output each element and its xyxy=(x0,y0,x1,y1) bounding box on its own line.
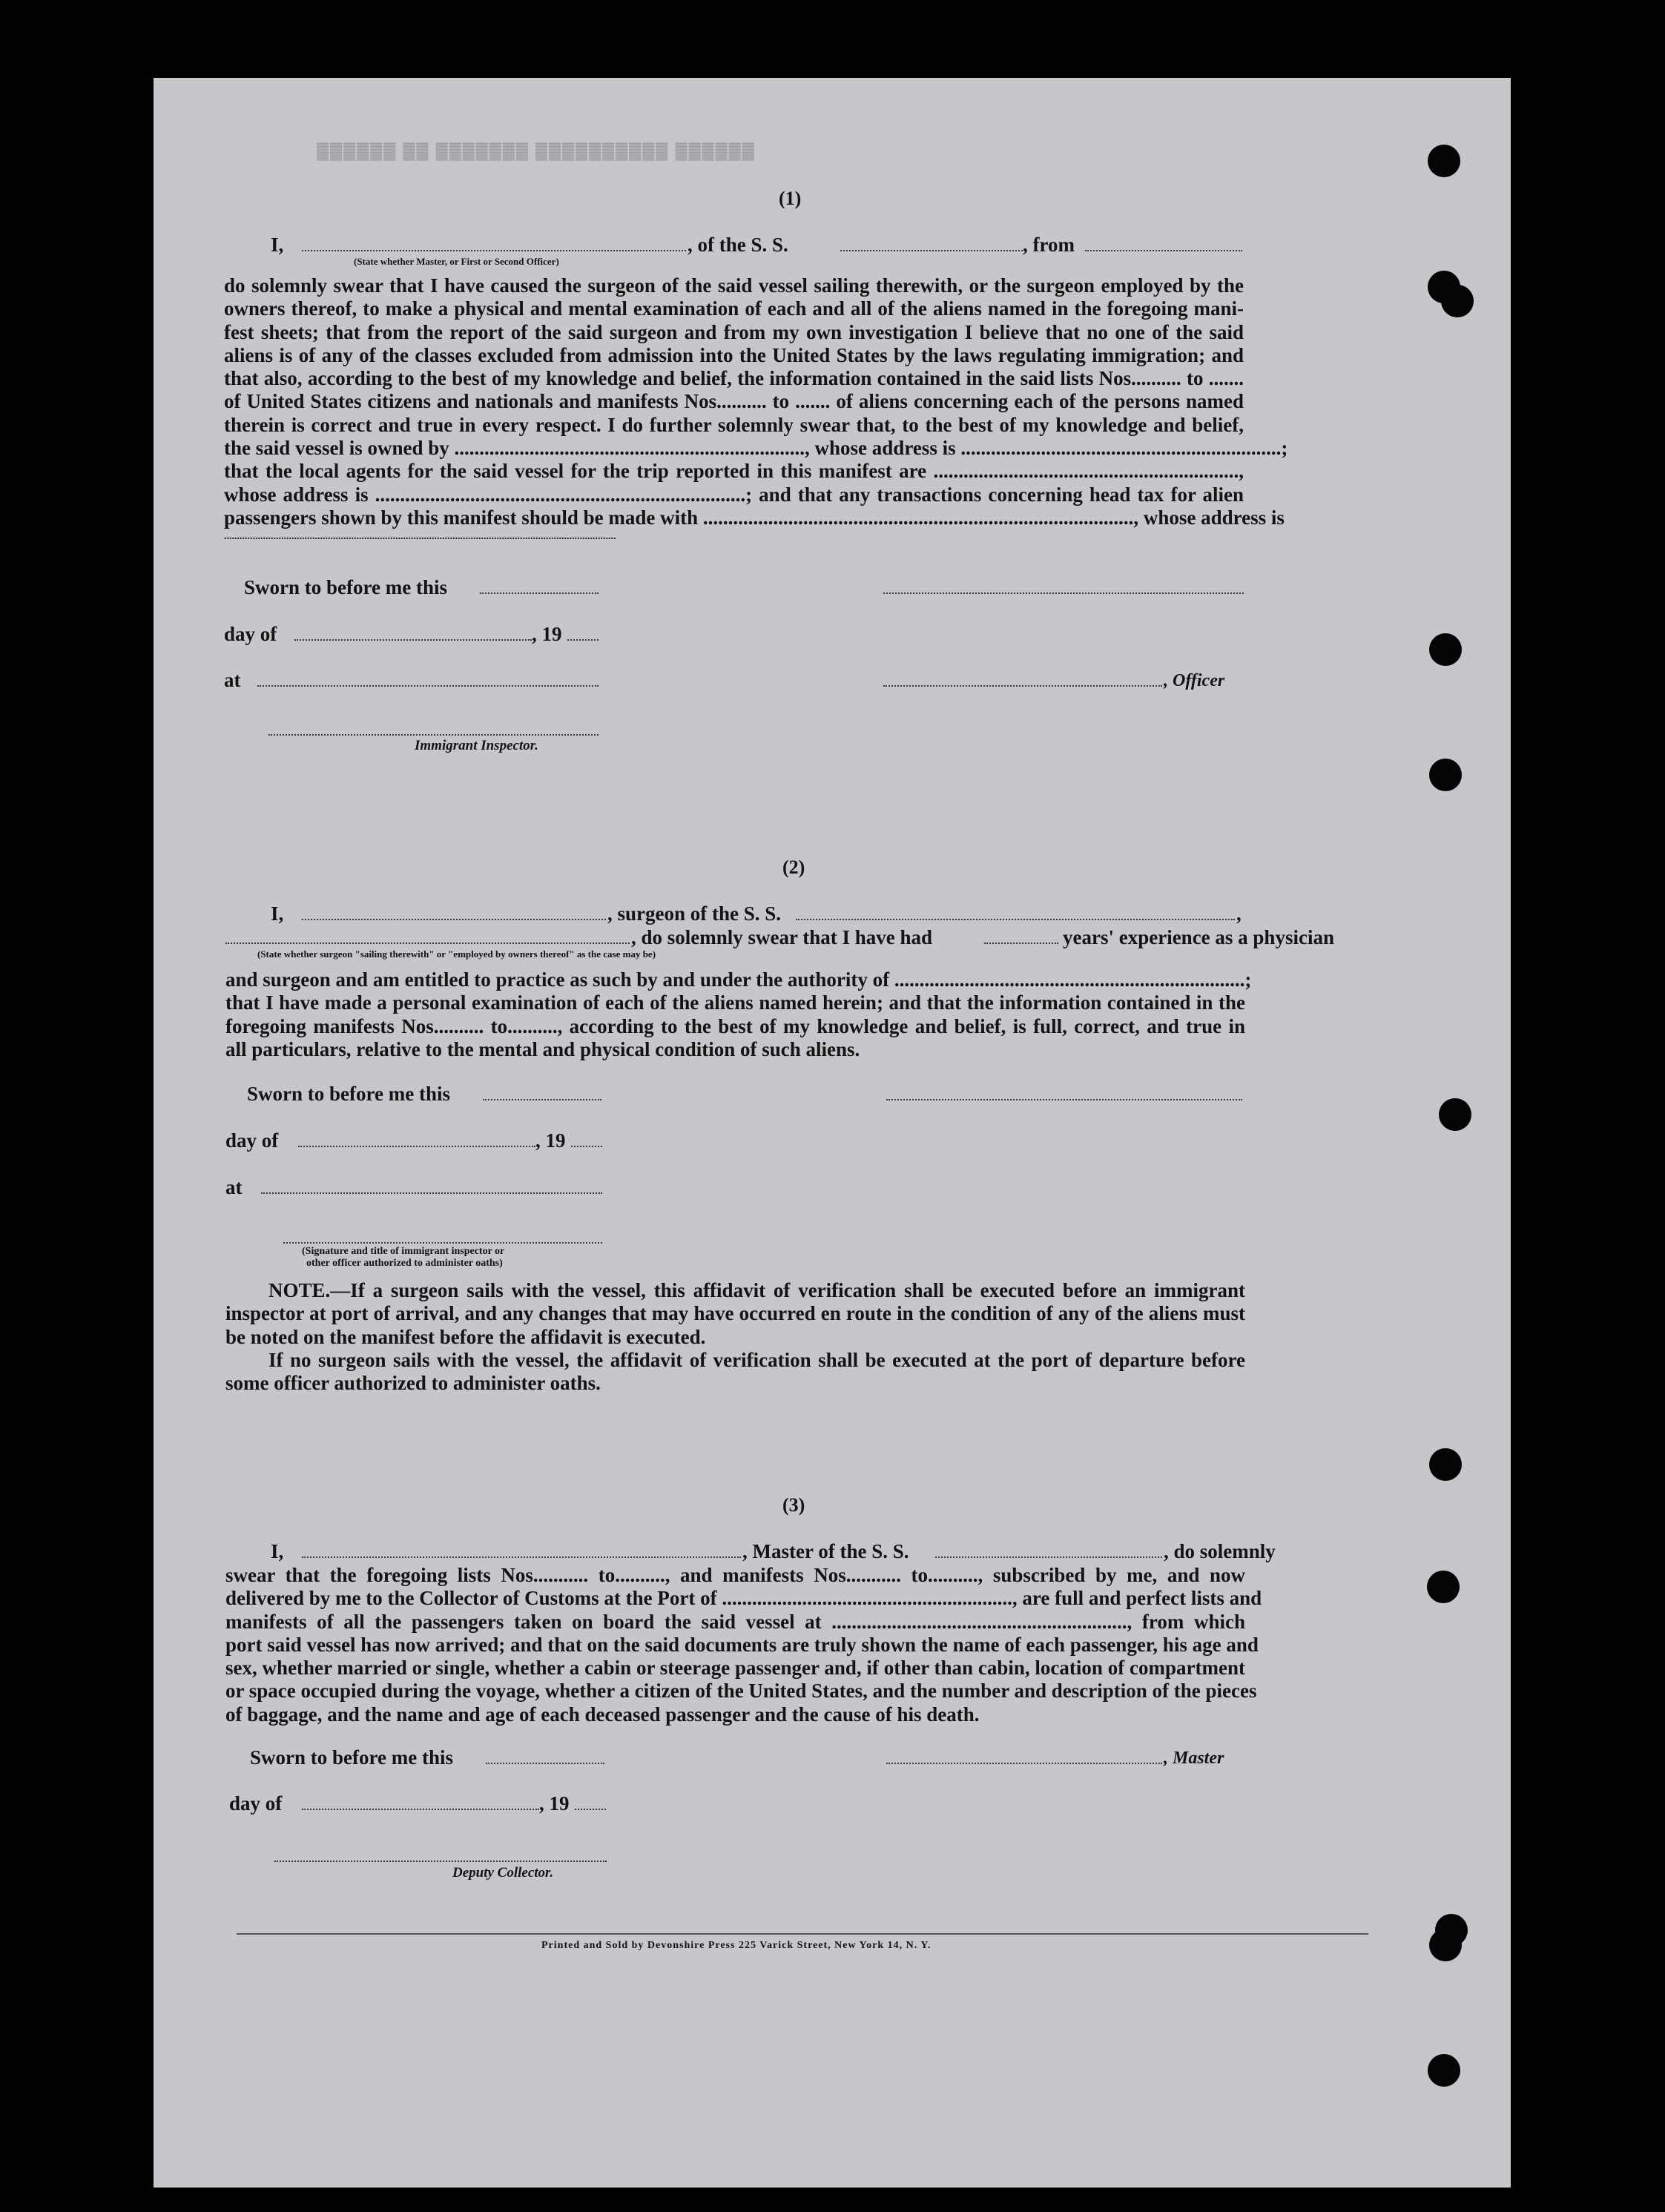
section-1-heading: (1) xyxy=(779,188,802,209)
s2-inspector-line xyxy=(283,1242,602,1244)
s3-master-blank xyxy=(302,1556,741,1558)
binder-hole xyxy=(1429,1448,1462,1481)
s1-day-of-label: day of xyxy=(224,623,277,645)
binder-hole xyxy=(1429,759,1462,791)
s3-master-of-label: , Master of the S. S. xyxy=(742,1540,909,1562)
s2-note2-paragraph: If no surgeon sails with the vessel, the affidavit of verification shall be executed at the port of departure before some officer authorized to administer oaths. xyxy=(225,1349,1245,1395)
binder-hole xyxy=(1429,1929,1462,1961)
binder-hole xyxy=(1427,1571,1460,1603)
binder-hole xyxy=(1428,145,1460,177)
s2-sailing-blank xyxy=(225,942,630,944)
s2-years-blank xyxy=(984,942,1058,944)
binder-hole xyxy=(1439,1098,1471,1131)
s3-day-of-label: day of xyxy=(229,1792,283,1815)
s2-comma: , xyxy=(1236,902,1242,925)
s3-oath-paragraph: swear that the foregoing lists Nos........... to.........., and manifests Nos........... to.........., subscribed by me, and now delivered by me to the Collector of Customs at the Port of .........................................................., are full and perfect lists and manifests of all the passengers taken on board the said vessel at ..........................................................., from which port said vessel has now arrived; and that on the said documents are truly shown the name of each passenger, his age and sex, whether married or single, whether a cabin or steerage passenger and, if other than cabin, location of compartment or space occupied during the voyage, whether a citizen of the United States, and the number and description of the pieces of baggage, and the name and age of each deceased passenger and the cause of his death. xyxy=(225,1564,1262,1726)
s1-year-blank xyxy=(567,639,599,641)
s1-at-label: at xyxy=(224,669,241,691)
s2-swear-label: , do solemnly swear that I have had xyxy=(631,926,933,948)
s1-officer-label: , Officer xyxy=(1164,671,1225,690)
s2-at-label: at xyxy=(225,1176,243,1198)
s1-of-ss-label: , of the S. S. xyxy=(688,234,788,256)
s3-solemnly-label: , do solemnly xyxy=(1164,1540,1276,1562)
s3-i-label: I, xyxy=(271,1540,284,1562)
s2-surgeon-note: (State whether surgeon "sailing therewith" or "employed by owners thereof" as the case may be) xyxy=(257,948,656,960)
section-3-heading: (3) xyxy=(782,1494,805,1516)
document-page xyxy=(154,78,1511,2188)
s3-day-blank xyxy=(302,1809,539,1810)
s2-signature-line xyxy=(886,1099,1242,1100)
s2-ship-blank xyxy=(796,919,1235,920)
s2-day-blank xyxy=(298,1146,535,1147)
printer-imprint: Printed and Sold by Devonshire Press 225 Varick Street, New York 14, N. Y. xyxy=(541,1940,932,1951)
s3-deputy-line xyxy=(274,1861,607,1862)
s2-i-label: I, xyxy=(271,902,284,925)
s1-from-label: , from xyxy=(1023,234,1075,256)
s1-inspector-line xyxy=(268,734,599,736)
s1-day-blank xyxy=(294,639,532,641)
binder-hole xyxy=(1441,285,1474,317)
s3-sworn-blank xyxy=(486,1763,604,1764)
s3-master-label: , Master xyxy=(1164,1749,1224,1768)
s2-surgeon-of-label: , surgeon of the S. S. xyxy=(607,902,782,925)
bleed-through-text: ▓▓▓▓▓▓ ▓▓ ▓▓▓▓▓▓▓ ▓▓▓▓▓▓▓▓▓▓ ▓▓▓▓▓▓ xyxy=(317,141,756,159)
footer-rule xyxy=(237,1933,1368,1935)
s3-year-blank xyxy=(575,1809,606,1810)
s2-sig-note-1: (Signature and title of immigrant inspector or xyxy=(302,1246,505,1257)
s2-surgeon-blank xyxy=(302,919,606,920)
s2-sig-note-2: other officer authorized to administer oaths) xyxy=(306,1258,503,1269)
s2-sworn-label: Sworn to before me this xyxy=(247,1083,450,1105)
s1-officer-note: (State whether Master, or First or Second Officer) xyxy=(354,256,559,267)
s1-officer-sign-line xyxy=(883,685,1162,687)
binder-hole xyxy=(1428,2054,1460,2087)
s3-year-label: , 19 xyxy=(539,1792,570,1815)
s2-sworn-blank xyxy=(483,1099,601,1100)
s2-year-blank xyxy=(571,1146,602,1147)
s2-day-of-label: day of xyxy=(225,1129,279,1152)
s2-years-label: years' experience as a physician xyxy=(1063,926,1334,948)
s1-year-label: , 19 xyxy=(532,623,562,645)
s2-year-label: , 19 xyxy=(535,1129,566,1152)
s3-sworn-label: Sworn to before me this xyxy=(250,1746,453,1769)
s3-ship-blank xyxy=(935,1556,1162,1558)
s1-signature-line xyxy=(883,592,1244,594)
s1-sworn-blank xyxy=(480,592,599,594)
binder-hole xyxy=(1429,633,1462,666)
s3-master-sign-line xyxy=(886,1763,1162,1764)
s3-deputy-label: Deputy Collector. xyxy=(452,1865,554,1881)
s2-at-blank xyxy=(261,1192,602,1194)
s1-inspector-label: Immigrant Inspector. xyxy=(415,738,538,753)
s1-ship-blank xyxy=(840,250,1023,251)
s2-note-paragraph: NOTE.—If a surgeon sails with the vessel, this affidavit of verification shall be executed before an immigrant inspector at port of arrival, and any changes that may have occurred en route in the condition of any of the aliens must be noted on the manifest before the affidavit is executed. xyxy=(225,1279,1245,1348)
s1-officer-blank xyxy=(302,250,686,251)
s1-at-blank xyxy=(257,685,599,687)
s1-i-label: I, xyxy=(271,234,284,256)
s2-oath-paragraph: and surgeon and am entitled to practice as such by and under the authority of ......................................................................; that I have made a personal examination of each of the aliens named herein; and that the information contained in the foregoing manifests Nos.......... to.........., according to the best of my knowledge and belief, is full, correct, and true in all particulars, relative to the mental and physical condition of such aliens. xyxy=(225,968,1252,1060)
s1-from-blank xyxy=(1085,250,1242,251)
s1-sworn-label: Sworn to before me this xyxy=(244,576,447,598)
s1-oath-paragraph: do solemnly swear that I have caused the surgeon of the said vessel sailing therewith, or the surgeon employed by the owners thereof, to make a physical and mental examination of each and all of the aliens named in the foregoing mani- fest sheets; that from the report of the said surgeon and from my own investigation I believe that no one of the said aliens is of any of the classes excluded from admission into the United States by the laws regulating immigration; and that also, according to the best of my knowledge and belief, the information contained in the said lists Nos.......... to ....... of United States citizens and nationals and manifests Nos.......... to ....... of aliens concerning each of the persons named therein is correct and true in every respect. I do further solemnly swear that, to the best of my knowledge and belief, the said vessel is owned by ......................................................................, whose address is ................................................................; that the local agents for the said vessel for the trip reported in this manifest are ............................................................., whose address is ..........................................................................; and that any transactions concerning head tax for alien passengers shown by this manifest should be made with ......................................................................................, whose address is ....................................................................................................................................................... xyxy=(224,274,1288,543)
section-2-heading: (2) xyxy=(782,856,805,878)
